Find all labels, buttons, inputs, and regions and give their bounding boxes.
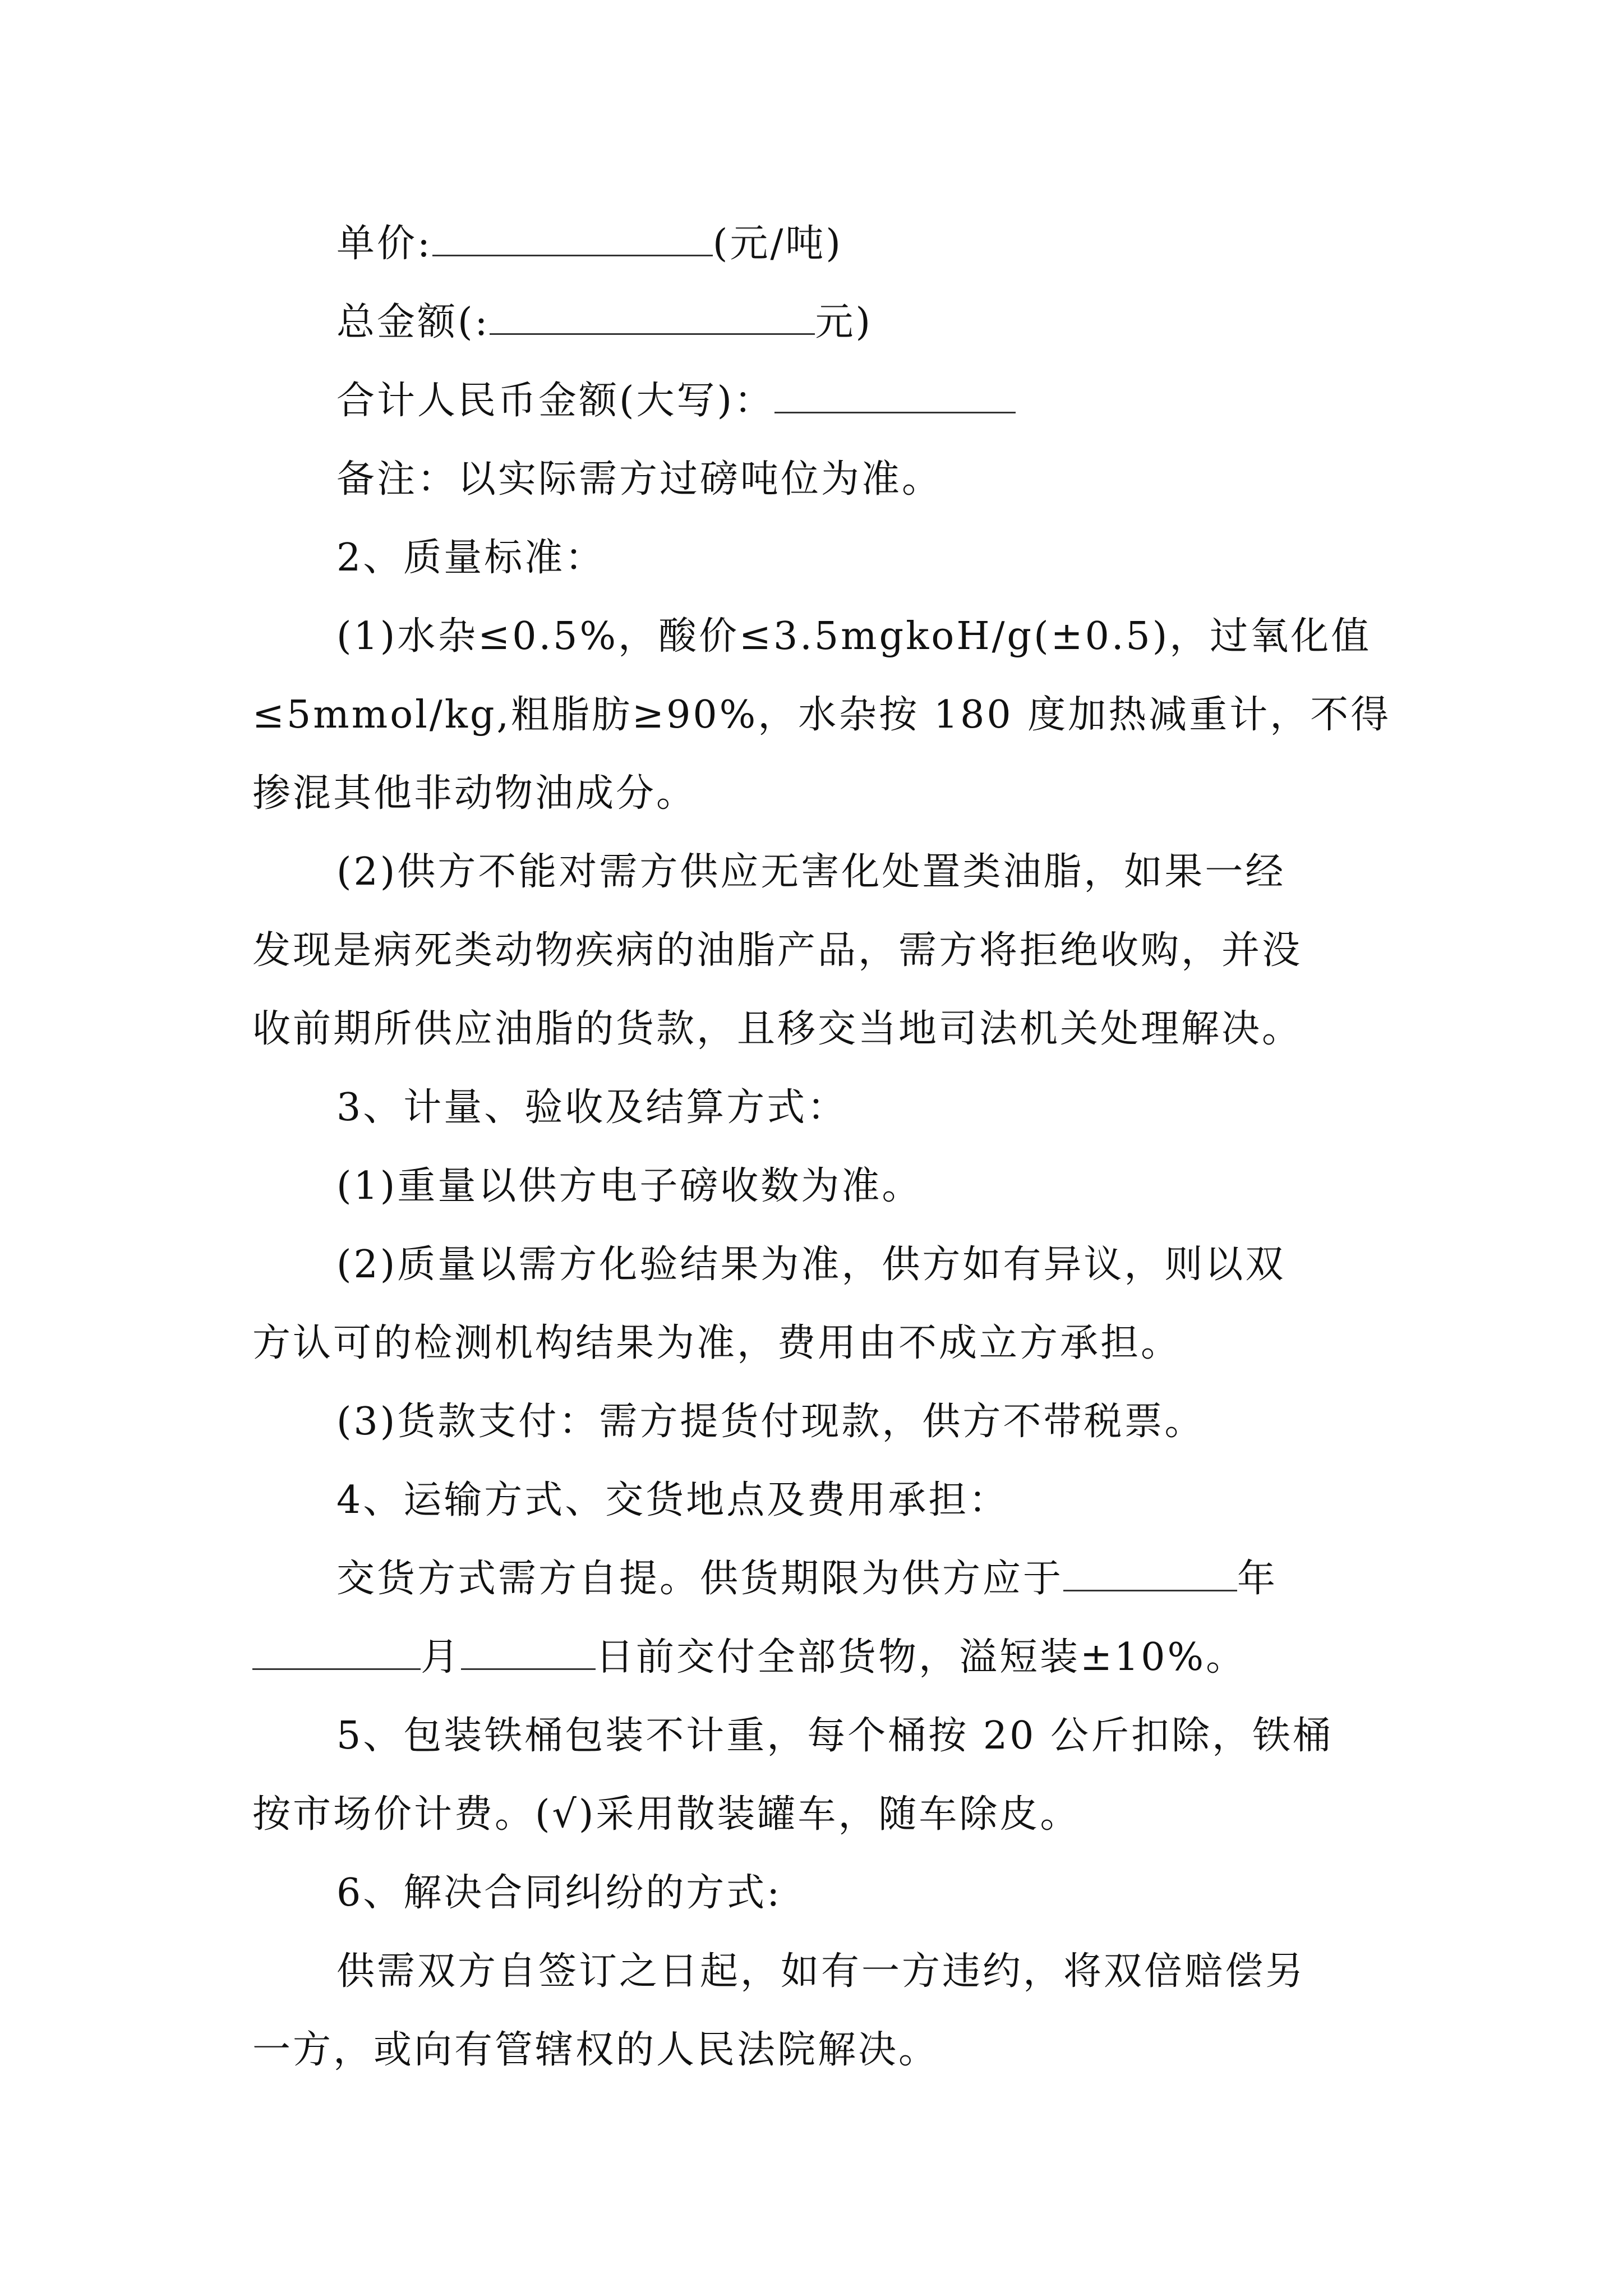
- delivery-month-day-line: [252, 1630, 1402, 1686]
- section-2-heading: 2、质量标准：: [336, 536, 606, 580]
- section-5-line: 5、包装铁桶包装不计重，每个桶按 20 公斤扣除，铁桶: [336, 1714, 1334, 1758]
- rmb-amount-blank[interactable]: [774, 377, 1016, 413]
- total-amount-label: 总金额(:: [336, 300, 490, 344]
- section-6-heading: 6、解决合同纠纷的方式:: [336, 1871, 782, 1915]
- year-blank[interactable]: [1063, 1555, 1237, 1591]
- paragraph-line: (2)质量以需方化验结果为准，供方如有异议，则以双: [336, 1243, 1286, 1287]
- unit-price-unit: (元/吨): [712, 222, 843, 266]
- month-blank[interactable]: [252, 1634, 421, 1670]
- rmb-amount-label: 合计人民币金额(大写)：: [336, 379, 775, 423]
- day-blank[interactable]: [461, 1634, 596, 1670]
- paragraph-line: 按市场价计费。(√)采用散装罐车，随车除皮。: [252, 1792, 1081, 1837]
- unit-price-label: 单价:: [336, 222, 432, 266]
- total-amount-line: [336, 295, 1402, 351]
- section-4-heading: 4、运输方式、交货地点及费用承担：: [336, 1478, 1009, 1522]
- rmb-amount-line: [336, 373, 1402, 429]
- remark-line: 备注：以实际需方过磅吨位为准。: [336, 457, 943, 501]
- year-label: 年: [1237, 1557, 1278, 1601]
- paragraph-line: (1)重量以供方电子磅收数为准。: [336, 1164, 923, 1208]
- paragraph-line: (2)供方不能对需方供应无害化处置类油脂，如果一经: [336, 850, 1286, 894]
- month-label: 月: [421, 1635, 462, 1680]
- paragraph-line: (1)水杂≤0.5%，酸价≤3.5mgkoH/g(±0.5)，过氧化值: [336, 614, 1372, 659]
- paragraph-line: 供需双方自签订之日起，如有一方违约，将双倍赔偿另: [336, 1949, 1306, 1994]
- total-amount-blank[interactable]: [490, 298, 815, 335]
- paragraph-line: (3)货款支付：需方提货付现款，供方不带税票。: [336, 1400, 1205, 1444]
- day-text: 日前交付全部货物，溢短装±10%。: [596, 1635, 1247, 1680]
- paragraph-line: 发现是病死类动物疾病的油脂产品，需方将拒绝收购，并没: [252, 928, 1303, 973]
- paragraph-line: 掺混其他非动物油成分。: [252, 771, 697, 816]
- delivery-text: 交货方式需方自提。供货期限为供方应于: [336, 1557, 1064, 1601]
- paragraph-line: 收前期所供应油脂的货款，且移交当地司法机关处理解决。: [252, 1007, 1303, 1051]
- paragraph-line: 一方，或向有管辖权的人民法院解决。: [252, 2028, 939, 2072]
- total-amount-unit: 元): [815, 300, 873, 344]
- delivery-date-line: [336, 1551, 1402, 1607]
- paragraph-line: ≤5mmol/kg,粗脂肪≥90%，水杂按 180 度加热减重计，不得: [252, 693, 1391, 737]
- paragraph-line: 方认可的检测机构结果为准，费用由不成立方承担。: [252, 1321, 1182, 1365]
- section-3-heading: 3、计量、验收及结算方式：: [336, 1085, 848, 1130]
- unit-price-blank[interactable]: [432, 220, 713, 256]
- unit-price-line: [336, 216, 1402, 272]
